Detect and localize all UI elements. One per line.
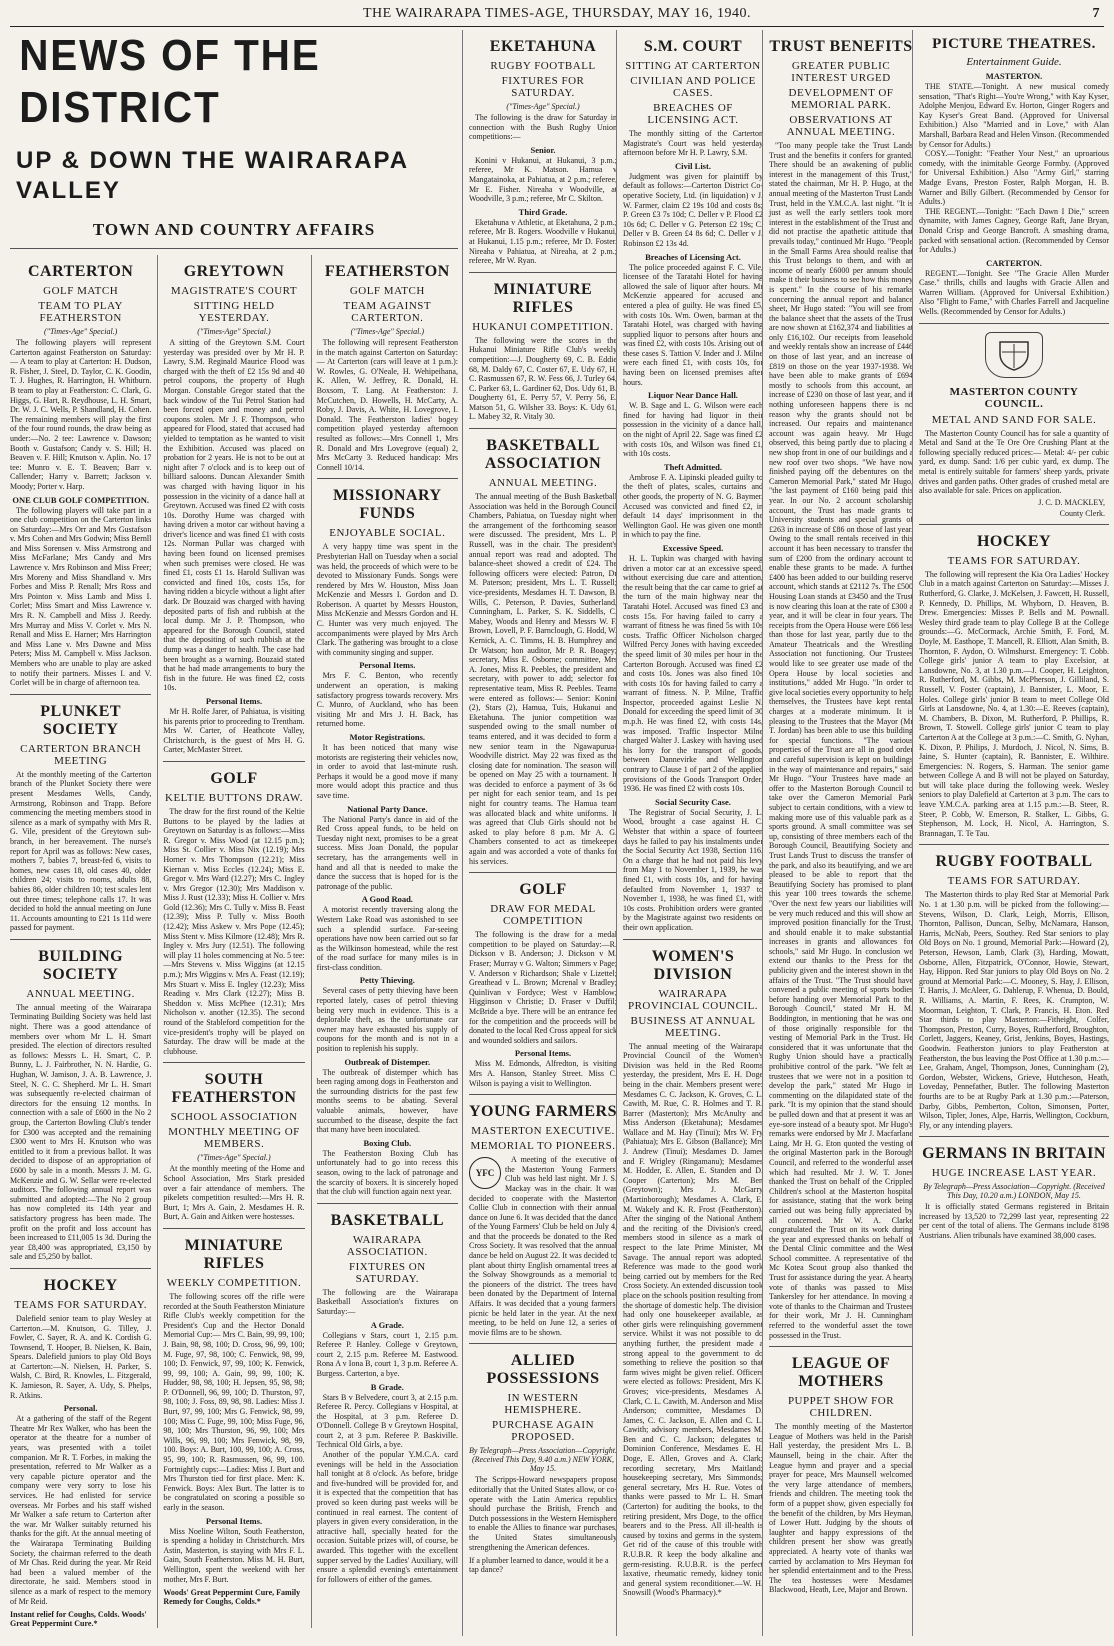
town-heading: CARTERTON. bbox=[986, 257, 1042, 268]
subheading: WAIRARAPA ASSOCIATION. bbox=[346, 1233, 428, 1258]
credit-line: ("Times-Age" Special.) bbox=[506, 102, 580, 111]
subheading: Outbreak of Distemper. bbox=[344, 1056, 431, 1067]
article-paragraph: Dalefield senior team to play Wesley at Carterton.—M. Knutson, G. Tilley, J. Fowler, C. Sayer, R. A. and K. Cordish G. Townsend, T. Hooper, B. Nielsen, K. Bain, Spears. Dalefield juniors to play Old Boys at Carterton:—N. Nielsen, H. Parker, S. Walsh, C. Bird, R. Knowles, L. Fitzgerald, K. Jamieson, R. Sayer, A. Udy, S. Phelps, R. Atkins. bbox=[10, 1313, 152, 1400]
subheading: Civil List. bbox=[675, 160, 711, 171]
article-paragraph: REGENT.—Tonight. See "The Gracie Allen Murder Case." thrills, chills and laughs with Gracie Allen and Warren William. (Approved for Universal Exhibition.) Also "Flight to Fame," with Charles Farrell and Jacqueline Wells. (Recommended by Censor for Adults.) bbox=[919, 268, 1109, 317]
heading-basketball-association: BASKETBALL ASSOCIATION bbox=[484, 437, 602, 473]
credit-line: ("Times-Age" Special.) bbox=[43, 327, 118, 336]
subheading: ANNUAL MEETING. bbox=[488, 477, 598, 490]
subheading: FIXTURES ON SATURDAY. bbox=[348, 1260, 426, 1285]
article-paragraph: The following were the scores in the Hukanui Miniature Rifle Club's weekly competition:—J. Dougherty 69, C. B. Eddie 68, M. Daldy 67, C. Coster 67, E. Udy 67, H. C. Rasmussen 67, R. W. Fess 66, J. Turley 64, C. Parker 63, L. Gardiner 62, Dos. Udy 61, B. Dougherty 61, E. Perry 57, V. Perry 56, E. Matson 51, G. Wilsher 33. Boys: K. Udy 61, L. Mabey 32, R. Vitaly 30. bbox=[469, 335, 617, 422]
heading-building-society: BUILDING SOCIETY bbox=[38, 947, 124, 983]
heading-miniature-rifles: MINIATURE RIFLES bbox=[184, 1236, 284, 1272]
subheading: Personal Items. bbox=[359, 660, 416, 671]
heading-miniature-rifles: MINIATURE RIFLES bbox=[493, 280, 593, 316]
column-entertainment bbox=[912, 30, 1109, 1636]
credit-line: ("Times-Age" Special.) bbox=[350, 327, 424, 336]
article-paragraph: The Scripps-Howard newspapers propose editorially that the United States allow, or co-operate with the Latin America republics should purchase the British, French and Dutch possessions in the Western Hemisphere to enable the Allies to finance war purchases, the United States simultaneously strengthening the American defences. bbox=[469, 1475, 617, 1552]
subheading: IN WESTERN HEMISPHERE. bbox=[504, 1392, 582, 1417]
article-paragraph: Judgment was given for plaintiff by default as follows:—Carterton District Co-operative Society, Ltd. (in liquidation) v J. W. Farmer, claim £2 19s 10d and costs 8s; P. Green £3 7s 10d; C. Deller v P. Flood £2 10s 6d; C. Deller v G. Peterson £2 19s; C. Deller v B. Green £4 8s 6d; C. Deller v J. Robinson £2 13s 4d. bbox=[623, 171, 763, 248]
town-heading: MASTERTON. bbox=[985, 71, 1043, 81]
subheading: Personal Items. bbox=[514, 1048, 572, 1059]
subheading: CARTERTON BRANCH MEETING bbox=[20, 742, 142, 767]
article-paragraph: Stars B v Belvedere, court 3, at 2.15 p.m. Referee R. Percy. Collegians v Hospital, at the Hospital, at 3 p.m. Referee D. O'Donnell. College B v Greytown Hospital, court 2, at 3 p.m. Referee P. Baskiville. Technical Old Girls, a bye. bbox=[316, 1392, 458, 1450]
article-paragraph: The following players will represent Carterton against Featherston on Saturday:— A team to play at Carterton: H. Dudson, R. Fisher, J. Steel, D. Taylor, C. K. Goodin, T. J. Hughes, R. Harrington, H. Whitburn. B team to play at Featherston: C. Clark, G. Higgs, G. Hart, R. Reydhouse, L. H. Smart, Dr. W. J. C. Wells, P. Shandland, H. Cohen. The remaining members will play the first of the four round rounds, the draw being as under:—No. 2 tee: Lawrence v. Dawson; Booth v. Gustafson; Candy v. S. Hill; H. Beaven v. F. Hill; Knutson v. Aplin. No. 17 tee: Munro v. E. T. Beaven; Barr v. Callender; Harry v. Barrett; Jackson v. Moody; Porter v. Harp. bbox=[10, 338, 152, 491]
article-paragraph: A meeting of the executive of the Masterton Young Farmers' Club was held last night. Mr J. S. Mackay was in the chair. It was decided to cooperate with the Masterton Collie Club in connection with their annual dance on June 6. It was decided that the dance of the Young Farmers' Club be held on July 4, and that the proceeds be donated to the Red Cross Society. It was resolved that the annual dance be held on August 22. It was decided to plant about thirty English ornamental trees at the Solway Showgrounds as a memorial to the pioneers of the district. The trees have been donated by the Department of Internal Affairs. It was decided that a young farmers' picnic be held later in the year. At the next meeting, to be held on June 12, a series of movie films are to be shown. bbox=[469, 1155, 617, 1337]
article-paragraph: The annual meeting of the Bush Basketball Association was held in the Borough Council Chambers, Pahiatua, on Tuesday night when the arrangement of the forthcoming season were discussed. The president, Mrs L. P. Russell, was in the chair. The president's annual report was read and adopted. The balance-sheet showed a credit of £24. The following officers were elected: Patron, Dr M. Paterson; president, Mrs L. T. Russell; vice-presidents, Mesdames H. T. Dawson, B. Wills, C. Peterson, P. Davies, Sutherland, Cunningham, L. Parker, S. K. Siddells, C. Mabey, Woods and Henry and Messrs W. F. Brown, Lovell, P. F. Barnclough, G. Hodd, W. Kernick, A. C. Timms, H. B. Humphrey and Dr Watson; hon auditor, Mr P. R. Boagey; secretary, Miss E. Osborne; committee, Mrs A. Jones, Miss R. Peebles, the president and secretary, with power to add; selector for representative team, Miss R. Peebles. Teams were entered as follows:— Senior: Konini (2), Stars (2), Hamua, Tuis, Hukanui and Eketahuna. The junior competition was suspended owing to the small number of teams entered, and it was decided to form a new senior team in the Ngawapurua-Woodville district. May 22 was fixed as the closing date for nomination. The season will be opened on May 25 with a tournament. It was decided to enforce a payment of 3s 6d per night for each senior team, and 1s per night for country teams. The Hamua team was allocated black and white uniforms. It was agreed that Club Girls should not be asked to play before 8 p.m. Mr A. G. Chambers consented to act as timekeeper again and was accorded a vote of thanks for his services. bbox=[469, 492, 617, 866]
article-paragraph: At the monthly meeting of the Home and School Association, Mrs Stark presided over a fair attendance of members. The pikelets competition resulted:—Mrs H. R. Burt, 1; Mrs A. Gain, 2. Mesdames H. R. Burt, A. Gain and Aitken were hostesses. bbox=[163, 1164, 305, 1222]
article-paragraph: Another of the popular Y.M.C.A. card evenings will be held in the Association hall tonight at 8 o'clock. As before, bridge and five-hundred will be provided for, and it is expected that the competition that has proved so keen during past weeks will be continued in real earnest. The content of players in given every consideration, in the attractive hall, specially heated for the occasion. Suitable prizes will, of course, be awarded. This together with the excellent supper served by the Ladies' Auxiliary, will ensure a splendid evening's entertainment for followers of either of the games. bbox=[316, 1450, 458, 1584]
article-paragraph: The National Party's dance in aid of the Red Cross appeal funds, to be held on Tuesday night next, promises to be a great success. Miss Joan Donald, the popular secretary, has the arrangements well in hand and all that is needed to make the dance the success that is hoped for is the patronage of the public. bbox=[316, 814, 458, 891]
heading-rugby-football: RUGBY FOOTBALL bbox=[935, 853, 1093, 871]
filler-joke: If a plumber learned to dance, would it be a tap dance? bbox=[469, 1556, 609, 1575]
subheading: WAIRARAPA PROVINCIAL COUNCIL. bbox=[627, 987, 759, 1012]
article-paragraph: The police proceeded against F. C. Vile, licensee of the Taratahi Hotel for having allowed the sale of liquor after hours. Mr McKenzie appeared for accused and entered a plea of guilty. He was fined £5, with costs 10s. Wm. Owen, barman at the Taratahi Hotel, was charged with having supplied liquor to persons after hours and was fined £2, with costs 10s. Arising out of these cases S. Tattion V. Inder and J. Milne were each fined £1, with costs 10s, for having been on licensed premises after hours. bbox=[623, 262, 763, 387]
column-carterton bbox=[10, 255, 151, 1628]
subheading: WEEKLY COMPETITION. bbox=[166, 1276, 302, 1289]
article-paragraph: The following scores off the rifle were recorded at the South Featherston Miniature Rifle Club's weekly competition for the President's Cup and the Hector Donald Memorial Cup:— Mrs C. Bain, 99, 99, 100; J. Bain, 98, 98, 100; D. Cross, 96, 99, 100; M. Fuge, 97, 98, 100; C. Fenwick, 98, 99, 100; D. Fenwick, 97, 99, 100; K. Fenwick, 99, 99, 100; A. Gain, 99, 99, 100; K. Hudder, 98, 98, 100; H. Jepsen, 95, 98, 98; P. O'Donnell, 96, 99, 100; D. Thurston, 97, 98, 100; J. Foss, 89, 98, 98. Ladies: Miss J. Burt, 97, 99, 100; Mrs G. Fenwick, 98, 99, 100; Miss C. Fuge, 99, 100; Miss Fuge, 96, 98, 100; Mrs Thurston, 96, 99, 100; Mrs Wills, 96, 99, 100; Mrs Fenwick, 98, 99, 100. Boys: A. Burt, 100, 99, 100; A. Cross, 95, 99, 100; R. Rasmussen, 96, 99, 100. Fortnightly cups:—Ladies: Miss J. Burt and Mrs Thurston tied for first place. Men: K. Fenwick. Boys: Alex Burt. The latter is to be congratulated on scoring a possible so early in the season. bbox=[163, 1291, 305, 1512]
subheading: TEAM TO PLAY FEATHERSTON bbox=[38, 300, 123, 324]
heading-young-farmers: YOUNG FARMERS bbox=[469, 1103, 617, 1121]
heading-germans-in-britain: GERMANS IN BRITAIN bbox=[922, 1145, 1106, 1163]
article-paragraph: Eketahuna v Athletic, at Eketahuna, 2 p.m.; referee, Mr B. Rogers. Woodville v Hukanui, at Hukanui, 1.15 p.m.; referee, Mr D. Foster. Nireaha v Pahiatua, at Nireaha, at 2 p.m.; referee, Mr W. Ryan. bbox=[469, 217, 617, 266]
heading-county-council: MASTERTON COUNTY COUNCIL. bbox=[949, 385, 1079, 410]
article-paragraph: The following will represent Featherston in the match against Carterton on Saturday:— At Carterton (cars will leave at 1 p.m.): W. Rowles, G. O'Neale, H. Wehipeihana, K. Allen, W. Jeffrey, R. Donald, H. Boxsom, T. Lang. At Featherston: J. McCutchen, D. Howells, H. McCarty, A. Roby, J. Davis, A. White, H. Lovegrove, I. Donald. The Featherston ladies' bogey competition played yesterday afternoon resulted as follows:—Mrs Connell 1, Mrs R. Donald and Mrs Lovegrove (equal) 2, Mrs McCarty 3. Reduced handicap: Mrs Connell 10/14. bbox=[316, 338, 458, 472]
subheading: KELTIE BUTTONS DRAW. bbox=[165, 791, 303, 804]
subheading: Motor Registrations. bbox=[349, 732, 426, 742]
article-paragraph: Several cases of petty thieving have been reported lately, cases of petrol thieving being very much in evidence. This is a deplorable theft, as the unfortunate car owner may have exhausted his supply of coupons for the month and is not in a position to replenish his supply. bbox=[316, 986, 458, 1054]
young-farmers-logo: YFC bbox=[469, 1157, 501, 1189]
article-paragraph: It is officially stated Germans registered in Britain increased by 13,520 to 72,299 last year, representing 22 per cent of the total of aliens. The Germans include 8198 Austrians. Alien tribunals have examined 38,000 cases. bbox=[919, 1202, 1109, 1241]
article-paragraph: The draw for the first round of the Keltie Buttons to be played by the ladies at Greytown on Saturday is as follows:—Miss R. Gregor v. Miss Wood (at 12.15 p.m.); Miss St. Collier v. Miss Nix (12.19); Mrs Horner v. Mrs Thompson (12.21); Miss Kiernan v. Miss Eccles (12.24); Miss E. Gregor v. Mrs Ward (12.27); Mrs C. Ingley v. Mrs Gregor (12.30); Mrs Maddison v. Miss J. Rust (12.33); Miss H. Collier v. Mrs Gold (12.36); Mrs C. Tully v. Miss B. Feast (12.39); Miss P. Tully v. Miss Booth (12.42); Miss Askew v. Mrs Pope (12.45); Miss Stent v. Miss Kilmore (12.48); Mrs R. Ingley v. Mrs Jury (12.51). The following will play 11 holes commencing at No. 5 tee:—Mrs Stevens v. Miss Wiggins (at 12.15 p.m.); Mrs Wiggins v. Mrs A. Feast (12.19); Mrs Stuart v. Miss E. Ingley (12.23); Miss Reading v. Mrs Clark (12.27); Miss B. Sheddon v. Miss McPhee (12.31); Mrs Nicholson v. another (12.35). The second round of the Stableford competition for the vice-president's trophy will be played on Saturday. The draw will be made at the clubhouse. bbox=[163, 806, 305, 1056]
subheading: TEAM AGAINST CARTERTON. bbox=[343, 300, 432, 324]
heading-plunket: PLUNKET SOCIETY bbox=[40, 702, 122, 738]
column-eketahuna bbox=[462, 30, 617, 1636]
column-trust-benefits bbox=[762, 30, 913, 1636]
heading-sm-court: S.M. COURT bbox=[643, 38, 743, 55]
article-paragraph: At the monthly meeting of the Carterton branch of the Plunket Society there were present Mesdames Wells, Candy, Armstrong, Robinson and Trapp. Before commencing the meeting members stood in silence as a mark of sympathy with Mrs R. G. Vile, president of the Greytown sub-branch, in her bereavement. The nurse's report for April was as follows: New cases, mothers 7, babies 7, breast-fed 6, visits to homes, new cases 18, old cases 40, older children 24; visits to rooms, adults 88, babies 86, older children 10; test scales lent out three times; telephone calls 17. It was decided to hold the annual meeting on June 11. Accounts amounting to £21 1s 11d were passed for payment. bbox=[10, 769, 152, 933]
column-greytown bbox=[157, 255, 304, 1628]
subheading: National Party Dance. bbox=[347, 803, 428, 814]
coat-of-arms-icon bbox=[985, 332, 1043, 378]
credit-line: By Telegraph—Press Association—Copyright. (Received This Day, 10.20 a.m.) LONDON, May 15. bbox=[923, 1182, 1105, 1201]
subheading: SCHOOL ASSOCIATION bbox=[170, 1111, 298, 1124]
article-paragraph: THE STATE.—Tonight. A new musical comedy sensation, "That's Right—You're Wrong," with Kay Kyser, Adolphe Menjou, Edward Ev. Horton, Ginger Rogers and Kay Kyser's Great Band. (Approved for Universal Exhibition.) Also "Married and in Love," with Alan Marshall, Barbara Read and Helen Vinson. (Recommended by Censor for Adults.) bbox=[919, 82, 1109, 149]
article-paragraph: Konini v Hukanui, at Hukanui, 3 p.m.; referee, Mr K. Matson. Hamua v Mangatainoka, at Pahiatua, at 2 p.m.; referee, Mr E. Fisher. Nireaha v Woodville, at Woodville, 3 p.m.; referee, Mr C. Skilton. bbox=[469, 155, 617, 204]
subheading: Excessive Speed. bbox=[662, 542, 724, 553]
subheading: BUSINESS AT ANNUAL MEETING. bbox=[630, 1014, 756, 1039]
heading-hockey: HOCKEY bbox=[43, 1276, 118, 1294]
article-paragraph: The following is the draw for a medal competition to be played on Saturday:—R. Dickson v B. Anderson; J. Dickson v M. Fraser; Murray v G. Walton; Simmers v Page; V. Anderson v Richardson; Shale v Lizettel; Greathead v L. Brown; Mcrenal v Bradley; Quinlivan v Fordyce; West v Hamblow; Higginson v Christie; D. Fraser v Duffil; McBride a bye. There will be an entrance fee for the competition and the proceeds will be donated to the local Red Cross appeal for sick and wounded soldiers and sailors. bbox=[469, 930, 617, 1045]
subheading: ANNUAL MEETING. bbox=[26, 987, 135, 1000]
article-paragraph: A motorist recently traversing along the Western Lake Road was astonished to see such a splendid surface. Far-seeing operations have now been carried out so far as the Wilkinson homestead, while the rest of the road surface for many miles is in first-class condition. bbox=[316, 905, 458, 972]
subheading: Third Grade. bbox=[518, 206, 568, 217]
article-paragraph: The Masterton thirds to play Red Star at Memorial Park No. 1 at 1.30 p.m. will be picked from the following:—Stevens, Wilson, D. Clark, Leigh, Morris, Ellison, Thornton, Pallison, Duncan, Selby, McNamara, Hanson, Harris, McNab, Peers, Southey. Red Star seniors to play Old Boys on No. 1 ground, Memorial Park:—Howard (2), Peterson, Hewson, Lamb, Clark (3), Harding, Mowatt, Osborne, Allen, Fitzpatrick, O'Connor, Howie, Stewart, Hay, Hippon. Red Star juniors to play Old Boys on No. 2 ground at Memorial Park:—C. Mooney, S. Hay, J. Ellison, T. Harris, J. McAleer, G. Dahlerup, F. Whenua, D. Bould, R. Williams, A. Martin, F. Rees, K. Crumpton, W. Moorman, Leighton, T. Clark, P. Francis, H. Eton. Red Star thirds to play Masterton:—Fitheight, Colfer, Thompson, Preston, Curry, Boyes, Rutherford, Broughton, Corlett, Jaggers, Keaney, Grist, Jenkins, Boyes, Hastings, Goodwin. Featherston juniors to play Featherston at Featherston, the bus leaving the Post Office at 1.30 p.m.:—Lee, Graham, Angel, Thompson, Jones, Cunningham (2), Gordon, Webster, Wickens, Grieve, Hutcheson, Heath, Loveday, Pennefather, Butler. The following Masterton fourths are to be at Rugby Park at 1.30 p.m.:—Paterson, Darby, Gibbs, Pemberton, Colton, Simonsen, Porter, Wilson, Tipler, Jones, Alpe, Harris, Wellington, Cockburn, Fly, or any intending players. bbox=[919, 890, 1109, 1130]
subheading: Boxing Club. bbox=[363, 1137, 412, 1148]
subheading: METAL AND SAND FOR SALE. bbox=[931, 413, 1097, 426]
subheading: CIVILIAN AND POLICE CASES. bbox=[630, 75, 756, 99]
subheading: Social Security Case. bbox=[655, 796, 731, 807]
subheading: B Grade. bbox=[370, 1381, 404, 1392]
article-paragraph: "Too many people take the Trust Lands Trust and the benefits it confers for granted. There should be an awakening of public interest in the management of this Trust," stated the chairman, Mr H. P. Hugo, at the annual meeting of the Masterton Trust Lands Trust, held in the Y.M.C.A. last night. "It is just as well the early settlers took more interest in the establishment of the Trust and did not practise the apathetic attitude that prevails today," continued Mr Hugo. "People in the Small Farms Area should realise that this Trust belongs to them, and with an income of nearly £6000 per annum should make it their business to see how this money is spent." In the course of his remarks concerning the annual report and balance sheet, Mr Hugo stated: "You will see from the balance sheet that the assets of the Trust are now shown at £162,374 and liabilities at only £16,102. Our receipts from leasehold and weekly rentals show an increase of £446 on those of last year, and an increase of £819 on those on the year 1937-1938. We have been able to make grants of £694 mostly to schools from this account, an increase of £230 on those of last year, and if nothing unforeseen happens there is no reason why the grants should not be increased. Our repairs and maintenance account was again heavy. Mr Hugo observed, this being partly due to placing a new shop front in one of our buildings and a new roof over two shops. "We have now finished paying off the debentures on the Cameron Memorial Park," stated Mr Hugo, "the last payment of £160 being paid this year. In our No. 2 account scholarship account, the Trust has made grants to University students and special grants of £263 in increase of £86 on those of last year. Owing to the small rentals received in this account it has been necessary to transfer the sum of £200 from the ordinary account to enable these grants to be made. A further £400 has been added to our building reserve account, which stands at £2112 7s. The £500 Housing Loan stands at £3450 and the Trust is now clearing this loan at the rate of £300 a year, and it will be clear in four years. The receipts from the Opera House were £66 less than those for last year, partly due to the Amateur Theatricals and the Wrestling Association not functioning. Our Trustees would like to see greater use made of the Opera House by local societies and institutions," added Mr Hugo. "In order to give local societies every opportunity to help themselves, the Trustees have kept rental charges at a moderate minimum. It is pleasing to the Trustees that the Mayor (Mr T. Jordan) has been able to use this building for special functions. "The various properties of the Trust are all in good order and careful supervision is kept on buildings in the way of maintenance and repairs," said Mr Hugo. "Your Trustees have made an offer to the Masterton Borough Council to take over the Cameron Memorial Park subject to certain conditions, with a view to making more use of this valuable park as a sports ground. A small committee was set up, consisting of three members each of the Borough Council, Beautifying Society and Trust Lands Trust to discuss the transfer of the park, and also its beautifying, and we are pleased to be able to report that the Beautifying Society has promised to plant this year 100 trees towards the scheme. "Over the next few years our liabilities will be very much reduced and this will show an improved position financially for the Trust, and should enable it to make substantial increases in grants and allowances for schools," said Mr Hugo. In conclusion we extend our thanks to the Press for the publicity given and the interest shown in the affairs of the Trust. "The Trust should have convened a public meeting of sports bodies before handing over Memorial Park to the Borough Council," stated Mr H. M. Boddington, in mentioning that he was one of those originally responsible for the vesting of Memorial Park in the Trust. He considered that it was unfortunate that the Rugby Union should have a practically prohibitive control of the park. "We felt as trustees that we were not in a position to develop the park," stated Mr Hugo in commenting on the dilapidated state of the park. "It is my opinion that the stand should be pulled down and that at present it was an eye-sore instead of a beauty spot. Mr Hugo's remarks were endorsed by Mr J. Macfarlane Laing. Mr H. G. Eton quoted the vesting of the original Masterton park in the Borough Council, and referred to the wonderful asset which had resulted. Mr J. W. T. Jones thanked the Trust on behalf of the Crippled Children's school at the Masterton hospital for assistance, stating that the work being carried out was being fully appreciated by all concerned. Mr W. A. Clarke congratulated the Trust on its work during the year and expressed thanks on behalf of the Dental Clinic committee and the West School committee. A representative of the Mc Kotea Scout group also thanked the Trust for assistance during the year. A hearty vote of thanks was passed to Miss Tankersley for her attendance. In moving a vote of thanks to the Chairman and Trustees for their work, Mr J. H. Cunningham referred to the wonderful asset the town possessed in the Trust. bbox=[769, 141, 913, 1340]
subheading: TEAMS FOR SATURDAY. bbox=[14, 1298, 147, 1311]
subheading: Senior. bbox=[530, 144, 556, 155]
subheading: TEAMS FOR SATURDAY. bbox=[947, 875, 1081, 888]
subheading: TEAMS FOR SATURDAY. bbox=[947, 554, 1081, 567]
heading-missionary-funds: MISSIONARY FUNDS bbox=[333, 487, 442, 523]
subheading: Petty Thieving. bbox=[359, 975, 415, 986]
article-paragraph: It has been noticed that many wise motorists are registering their vehicles now, in order to avoid that last-minute rush. Perhaps it would be a good move if many more would adopt this practice and thus save time. bbox=[316, 743, 458, 800]
heading-league-of-mothers: LEAGUE OF MOTHERS bbox=[791, 1355, 891, 1391]
subheading: A Grade. bbox=[370, 1319, 404, 1330]
heading-womens-division: WOMEN'S DIVISION bbox=[651, 947, 735, 983]
heading-carterton: CARTERTON bbox=[28, 263, 134, 280]
heading-trust-benefits: TRUST BENEFITS bbox=[769, 38, 913, 55]
heading-allied-possessions: ALLIED POSSESSIONS bbox=[486, 1352, 600, 1388]
masthead-title: THE WAIRARAPA TIMES-AGE, THURSDAY, MAY 16, 1940. bbox=[362, 6, 752, 21]
credit-line: By Telegraph—Press Association—Copyright. (Received This Day, 9.40 a.m.) NEW YORK, May 15. bbox=[469, 1446, 617, 1474]
advertisement: Instant relief for Coughs, Colds. Woods' Great Peppermint Cure.* bbox=[10, 1610, 147, 1629]
heading-greytown: GREYTOWN bbox=[183, 263, 285, 280]
banner-headline: NEWS OF THE DISTRICT bbox=[19, 31, 321, 132]
subheading: Personal Items. bbox=[205, 1515, 263, 1526]
subheading: BREACHES OF LICENSING ACT. bbox=[647, 102, 739, 126]
subheading: HUGE INCREASE LAST YEAR. bbox=[931, 1167, 1097, 1180]
heading-eketahuna: EKETAHUNA bbox=[489, 38, 597, 55]
subheading: DEVELOPMENT OF MEMORIAL PARK. bbox=[788, 87, 894, 111]
subheading: ONE CLUB GOLF COMPETITION. bbox=[12, 494, 149, 505]
signature-title: County Clerk. bbox=[1059, 508, 1105, 518]
subheading: A Good Road. bbox=[361, 894, 413, 905]
banner-subheadline: UP & DOWN THE WAIRARAPA VALLEY bbox=[16, 147, 409, 204]
subheading: MASTERTON EXECUTIVE. bbox=[471, 1125, 615, 1138]
article-paragraph: The following are the Wairarapa Basketball Association's fixtures on Saturday:— bbox=[316, 1287, 458, 1316]
subheading: Personal Items. bbox=[205, 695, 263, 706]
article-paragraph: The Featherston Boxing Club has unfortunately had to go into recess this season, owing to the lack of patronage and the scarcity of boxers. It is sincerely hoped that the club will function again next year. bbox=[316, 1148, 458, 1197]
heading-golf: GOLF bbox=[519, 881, 567, 899]
subheading: SITTING HELD YESTERDAY. bbox=[193, 300, 275, 324]
article-paragraph: The outbreak of distemper which has been raging among dogs in Featherston and the surrounding districts for the past few months seems to be abating. Several valuable animals, however, have succumbed to the disease, despite the fact that many have been inoculated. bbox=[316, 1067, 458, 1135]
banner-section: TOWN AND COUNTRY AFFAIRS bbox=[92, 220, 376, 239]
article-paragraph: The annual meeting of the Wairarapa Terminating Building Society was held last night. There was a good attendance of members over whom Mr L. H. Smart presided. The election of directors resulted as follows: Messrs L. H. Smart, C. P. Bunny, L. J. Fairbrother, N. N. Hardie, G. Hughan, W. Jamison, J. A. B. Lawrence, J. Steel, N. C. C. Shepherd. Mr L. H. Smart was subsequently re-elected chairman of directors for the ensuing 12 months. In connection with a sale of £600 in the No 2 group, the Carterton Bowling Club's tender for £300 was accepted and the remaining £300 went to Mrs H. Knutson who was entitled to it from a previous ballot. It was decided to dispose of an appropriation of £600 by sale in a month. Messrs J. M. G. McKenzie and G. W. Sellar were re-elected auditors. The following annual report was submitted and adopted:—The No 2 group has now completed its 14th year and satisfactory progress has been made. The profit on the profit and loss account has been increased to £11,005 1s 3d. During the year £8,400 was appropriated, £3,150 by sale and £5,250 by ballot. bbox=[10, 1002, 152, 1262]
article-paragraph: The monthly meeting of the Masterton League of Mothers was held in the Parish Hall yesterday, the president Mrs L. B. Maunsell, being in the chair. After the League hymn and prayer and a special prayer for peace, Mrs Maunsell welcomed the very large attendance of members, friends and children. The meeting took the form of a puppet show, given especially for the benefit of the children, by Mrs Heyman, of Lower Hutt. Judging by the shouts of laughter and happy expressions of the children present her show was greatly appreciated. A hearty vote of thanks was carried by acclamation to Mrs Heyman for her splendid entertainment and to the Press. The tea hostesses were Mesdames Blackwood, Heath, Lee, Major and Brown. bbox=[769, 1422, 913, 1595]
subheading: HUKANUI COMPETITION. bbox=[472, 320, 614, 333]
subheading: GOLF MATCH bbox=[349, 285, 425, 297]
article-paragraph: At a gathering of the staff of the Regent Theatre Mr Rex Walker, who has been the operator at the theatre for a number of years, was presented with a toilet companion. Mr R. T. Forbes, in making the presentation, referred to Mr Walker as a very capable picture operator and the company were very sorry to lose his services. He had enlisted for service overseas. Mr Forbes and his staff wished Mr Walker a safe return to Carterton after the war. Mr Walker suitably returned his thanks for the gift. At the annual meeting of the Wairarapa Terminating Building Society, the chairman referred to the death of Mr Chas. Reid during the year. Mr Reid had been a valued member of the directorate, he said. Members stood in silence as a mark of respect to the memory of Mr Reid. bbox=[10, 1414, 152, 1606]
credit-line: ("Times-Age" Special.) bbox=[197, 1153, 271, 1163]
heading-picture-theatres: PICTURE THEATRES. bbox=[932, 36, 1096, 52]
heading-golf: GOLF bbox=[210, 769, 258, 787]
subheading: ENJOYABLE SOCIAL. bbox=[329, 527, 446, 540]
article-paragraph: THE REGENT.—Tonight: "Each Dawn I Die," screen dynamite, with James Cagney, George Raft, Jane Bryan, Donald Crisp and George Bancroft. A smashing drama, packed with sensational action. (Recommended by Censor for Adults.) bbox=[919, 206, 1109, 255]
subheading: SITTING AT CARTERTON bbox=[625, 60, 761, 72]
subheading: PURCHASE AGAIN PROPOSED. bbox=[491, 1419, 595, 1444]
article-paragraph: The following players will take part in a one club competition on the Carterton links on Saturday:—Mrs Orr and Mrs Gustafson v. Mrs Cohen and Mrs Godwin; Miss Bernll and Miss Sorensen v. Miss Armstrong and Miss McFarlane; Mrs Candy and Mrs Lawrence v. Mrs Robinson and Miss Freer; Mrs Moreny and Miss Shandland v. Mrs Forbes and Miss P. Renall; Mrs Ross and Mrs Pointon v. Miss Lamb and Miss I. Corlet; Miss Smart and Miss Lawrence v. Mrs R. N. Campbell and Miss J. Reedy. Mrs Murray and Miss V. Corlet v. Mrs N. Renall and Miss E. Harner; Mrs Harrington and Miss Lane v. Mrs Dawne and Miss Peters; Miss M. Campbell v. Miss Jackson. Members who are unable to play are asked to notify their partners. Misses I. and V. Corlet will be in charge of afternoon tea. bbox=[10, 505, 152, 688]
subheading: Liquor Near Dance Hall. bbox=[648, 390, 738, 401]
heading-hockey: HOCKEY bbox=[976, 532, 1052, 550]
subheading: OBSERVATIONS AT ANNUAL MEETING. bbox=[786, 114, 896, 138]
subheading: PUPPET SHOW FOR CHILDREN. bbox=[787, 1395, 895, 1420]
advertisement: Woods' Great Peppermint Cure, Family Remedy for Coughs, Colds.* bbox=[163, 1588, 301, 1607]
column-featherston bbox=[311, 255, 458, 1628]
article-paragraph: A sitting of the Greytown S.M. Court yesterday was presided over by Mr H. P. Lawry, S.M. Reginald Maurice Flood was charged with the theft of £2 15s 9d and 40 petrol coupons, the property of Hugh Morgan. Constable Gregor stated that the back window of the Tui Petrol Station had been forced open and money and petrol coupons stolen. Mr J. F. Thompson, who appeared for Flood, stated that accused had yielded to temptation as he wanted to visit the Exhibition. Accused was placed on probation for 2 years. He is not to be out at night after 7 o'clock and is to keep out of billiard saloons. Duncan Alexander Smith was charged with having liquor in his possession in the vicinity of a dance hall at Greytown. Accused was fined £2 with costs 10s. Dorothy Hume was charged with having driven a motor car without having a driver's licence and was fined £1 with costs 12s. Norman Pullar was charged with having been found on licensed premises when such premises were closed. He was fined £1, costs £1 1s. Harold Sullivan was convicted and fined 10s, costs 15s, for having ridden a bicycle without a light after dark. Dr Bouzaid was charged with having deposited parts of fish and rubbish at the local dump. Mr J. P. Thompson, who appeared for the Borough Council, stated that the depositing of such rubbish at the dump was a danger to health. The case had been brought as a warning. Bouzaid stated that he had made arrangements to bury the fish in the future. He was fined £2, costs 10s. bbox=[163, 338, 305, 693]
subheading: MAGISTRATE'S COURT bbox=[170, 285, 298, 297]
district-news-block bbox=[10, 30, 458, 1640]
subheading: Personal. bbox=[63, 1403, 98, 1414]
heading-basketball: BASKETBALL bbox=[330, 1211, 445, 1229]
article-paragraph: Collegians v Stars, court 1, 2.15 p.m. Referee P. Hanley. College v Greytown, court 2, 2.15 p.m. Referee M. Eastwood. Rona A v Iona B, court 1, 3 p.m. Referee A. Burgess. Carterton, a bye. bbox=[316, 1330, 458, 1378]
article-paragraph: The following is the draw for Saturday in connection with the Bush Rugby Union competitions:— bbox=[469, 113, 617, 142]
crest-icon bbox=[994, 338, 1034, 372]
credit-line: ("Times-Age" Special.) bbox=[197, 327, 271, 336]
article-paragraph: Miss M. Edmonds, Alfredton, is visiting Mrs A. Hanson, Stanley Street. Miss C. Wilson is paying a visit to Wellington. bbox=[469, 1059, 617, 1088]
subheading: Theft Admitted. bbox=[663, 461, 723, 472]
subheading: DRAW FOR MEDAL COMPETITION bbox=[490, 903, 596, 928]
subheading: FIXTURES FOR SATURDAY. bbox=[501, 75, 585, 99]
article-paragraph: The monthly sitting of the Carterton Magistrate's Court was held yesterday afternoon before Mr H. P. Lawry, S.M. bbox=[623, 129, 763, 158]
subheading: RUGBY FOOTBALL bbox=[490, 60, 596, 72]
article-paragraph: A very happy time was spent in the Presbyterian Hall on Tuesday when a social was held, the proceeds of which were to be devoted to Missionary Funds. Songs were rendered by Mrs W. Houston, Miss Joan McKenzie and Messrs I. Gordon and D. Robertson. A quartet by Messrs Houston, Miss McKenzie and Messrs Gordon and H. C. Hunter was very much enjoyed. The accompaniments were played by Mrs Arch Clark. The gathering was brought to a close with community singing and supper. bbox=[316, 542, 458, 657]
article-paragraph: The Registrar of Social Security, J. L. Wood, brought a case against H. C. Webster that within a space of fourteen days he failed to pay his instalments under the Social Security Act 1938, Section 116. On a charge that he had not paid his levy from May 1 to November 1, 1939, he was fined £1, with costs 10s, and for having defaulted from November 1, 1937 to November 1, 1938, he was fined £1, with 10s costs. Prohibition orders were granted by the Magistrate against two residents on their own application. bbox=[623, 807, 763, 932]
subheading: Entertainment Guide. bbox=[966, 56, 1062, 68]
page-number: 7 bbox=[1092, 6, 1100, 21]
subheading: GREATER PUBLIC INTEREST URGED bbox=[791, 60, 891, 84]
article-paragraph: Mrs F. C. Benton, who recently underwent an operation, is making satisfactory progress towards recovery. Mrs C. Munro, of Auckland, who has been visiting Mr and Mrs J. H. Back, has returned home. bbox=[316, 671, 458, 729]
subheading: MEMORIAL TO PIONEERS. bbox=[470, 1140, 616, 1153]
subheading: MONTHLY MEETING OF MEMBERS. bbox=[168, 1126, 300, 1151]
article-paragraph: The annual meeting of the Wairarapa Provincial Council of the Women's Division was held in the Red Rooms yesterday, the president, Mrs E. H. Doge being in the chair. Members present were: Mesdames C. C. Jackson, K. Groves, C. L. Cawith, M. Rue, C. R. Holmes and T. R. Barrer (Masterton); Mrs McAnulty and Miss Anderson (Eketahuna); Mesdames Wallace and M. Hay (Tinui); Mrs W. Fry (Pahiatua); Mrs E. Gibson (Ballance); Mrs J. Andrew (Tinui); Mesdames D. James and F. Wrigley (Ringamanu); Mesdames M. Hodder, E. Allen, E. Standen and D. Cooper (Carterton); Mrs M. Ben (Greytown); Mrs J. McGarry (Martinborough); Mesdames A. Clark, E. M. Wakely and K. R. Frost (Featherston). After the singing of the National Anthem and the reciting of the Division's creed, members stood in silence as a mark of respect to the late Prime Minister, Mr Savage. The annual report was adopted. Reference was made to the good work being carried out by members for the Red Cross Society. An extended discussion took place on the schools position resulting from the shortage of domestic help. The division had only one housekeeper available, as other girls were relinquishing government service. Whilst it was not possible to do anything further, the president made a strong appeal to the government to do something to relieve the position so that farm wives might be given relief. Officers were elected as follows: President, Mrs K. Groves; vice-presidents, Mesdames A. Clark, C. L. Cawith, M. Anderson and Miss Anderson; committee, Mesdames D. James, C. C. Jackson, E. Allen and C. L. Cawith; advisory members, Mesdames M. Ben and C. C. Jackson; delegates to Dominion Conference, Mesdames E. H. Doge, E. Allen, Groves and A. Clark; recording secretary, Mrs Maitland; housekeeping secretary, Mrs Simmonds; general secretary, Mrs H. Rue. Votes of thanks were passed to Mr L. H. Smart (Carterton) for auditing the books, to the retiring president, Mrs Doge, to the office bearers and to the Press. All ill-health is caused by toxins and germs in the system. Get rid of the cause of this trouble with R.U.B.R. R keep the body alkaline and germ-resisting. R.U.B.R. is the perfect laxative, rheumatic remedy, kidney tonic and general system reconditioner.—W. H. Snowsill (Wood's Pharmacy).* bbox=[623, 1041, 763, 1598]
article-paragraph: COSY.—Tonight: "Feather Your Nest," an uproarious comedy, with the inimitable George Formby. (Approved for Universal Exhibition.) Also "Army Girl," starring Madge Evans, Preston Foster, Ralph Morgan, H. B. Warner and Billy Gilbert. (Recommended by Censor for Adults.) bbox=[919, 149, 1109, 207]
signature-name: J. C. D. MACKLEY, bbox=[1038, 497, 1105, 507]
column-sm-court bbox=[616, 30, 763, 1636]
article-paragraph: W. B. Sage and L. G. Wilson were each fined for having had liquor in their possession in the vicinity of a dance hall, on the night of April 22. Sage was fined £2 with costs 10s, and Wilson was fined £1, with 10s costs. bbox=[623, 401, 763, 459]
masthead bbox=[10, 6, 1104, 27]
article-paragraph: Mr H. Rolfe Jarer, of Pahiatua, is visiting his parents prior to proceeding to Trentham. Mrs W. Carter, of Heathcote Valley, Christchurch, is the guest of Mrs H. G. Carter, McMaster Street. bbox=[163, 706, 305, 755]
article-paragraph: H. L. Tupkin was charged with having driven a motor car at an excessive speed, without exercising due care and attention, the result being that the car came to grief at the turn of the main highway near the Taratahi Hotel. Accused was fined £3 and costs 15s. For having failed to carry a warrant of fitness he was fined 5s with 10s costs. Traffic Officer Nicholson charged Wilfred Percy Jones with having exceeded the speed limit of 30 miles per hour in the Carterton Borough. Accused was fined £2 and costs 10s. Jones was also fined 10s with costs 10s for having failed to carry a warrant of fitness. N. P. Milne, Traffic Inspector, proceeded against Leslie N. Donald for exceeding the speed limit of 30 m.p.h. He was fined £2, with costs 14s, was imposed. Traffic Inspector Milne charged Walter J. Laskey with having used his lorry for the transport of goods, between Dannevirke and Wellington contrary to Clause 1 of part 2 of the applied provisions of the Goods Transport Order, 1936. He was fined £2 with costs 10s. bbox=[623, 553, 763, 794]
article-paragraph: The Masterton County Council has for sale a quantity of Metal and Sand at the Te Ore Ore Crushing Plant at the following specially reduced prices:— Metal: 4/- per cubic yard, ex dump. Sand: 1/6 per cubic yard, ex dump. The metal is entirely suitable for farmers' sheep yards, private drives and garden paths. Other grades of crushed metal are also available for sale. Prices on application. bbox=[919, 428, 1109, 496]
subheading: GOLF MATCH bbox=[43, 285, 119, 297]
article-paragraph: Miss Noeline Wilton, South Featherston, is spending a holiday in Christchurch. Mrs Astin, Masterton, is staying with Mrs F. L. Gain, South Featherston. Miss M. H. Burt, Wellington, spent the weekend with her mother, Mrs F. Burt. bbox=[163, 1526, 305, 1584]
heading-featherston: FEATHERSTON bbox=[324, 263, 450, 280]
article-paragraph: Ambrose F. A. Lipinski pleaded guilty to the theft of plates, scales, curtains and other goods, the property of N. G. Baymer. Accused was convicted and fined £2, in default 14 days' imprisonment in the Wellington Gaol. He was given one month in which to pay the fine. bbox=[623, 472, 763, 540]
article-paragraph: The following will represent the Kia Ora Ladies' Hockey Club in a match against Carterton on Saturday:—Misses J. Rutherford, G. Clarke, J. McKelsen, J. Fawcett, H. Russell, P. Kennedy, D. Phillips, M. Whyborn, D. Heaven, B. Drew. Emergencies: Misses P. Bells and M. Pownall. Wesley third grade team to play College B at the College grounds:—G. McCormack, Archie Smith, F. Ford, M. Doyle, M. Easthope, T. Mancell, R. Elliott, Alan Smith, B. Thornton, F. Aydon, O. Wilmshurst. Emergency: T. Cobb. College girls' junior A team to play Excelsior, at Lansdowne, No. 3, at 1.30 p.m.—J. Cooper, H. Leighton, R. Rutherford, M. Gibbs, M. McPherson, J. Gilliland, S. Russell, V. Foster (captain), J. Bannister, L. Moor, E. Holes. College girls' junior B team to meet College Old Girls at Lansdowne, No. 4, at 1.30:—E. Reeves (captain), M. Chambers, B. Dixon, M. Rutherford, P. Phillips, R. Brown, T. Stowell. College girls' junior C team to play Carterton A at the College at 3 p.m.:—C. Smith, G. Nyhan, K. Dixon, P. Philips, J. Murdoch, J. Nicol, N. Sims, B. Jaine, S. Hunter (captain), R. Bannister, E. Wilthire. Emergencies: N. Rogers, S. Harman. The senior game between College A and B will not be played on Saturday, but will take place during the following week. Wesley seniors to play Dalefield at Carterton at 3 p.m. The cars to leave Y.M.C.A. parking area at 1.15 p.m.:—B. Steer, R. Steer, P. Cobb, W. Emerson, R. Stalker, L. Gibbs, G. Stephenson, M. Lock, H. Nicol, A. Harrington, S. Brannagan, T. Te Tau. bbox=[919, 569, 1109, 838]
heading-south-featherston: SOUTH FEATHERSTON bbox=[171, 1071, 297, 1107]
subheading: Breaches of Licensing Act. bbox=[645, 251, 741, 262]
